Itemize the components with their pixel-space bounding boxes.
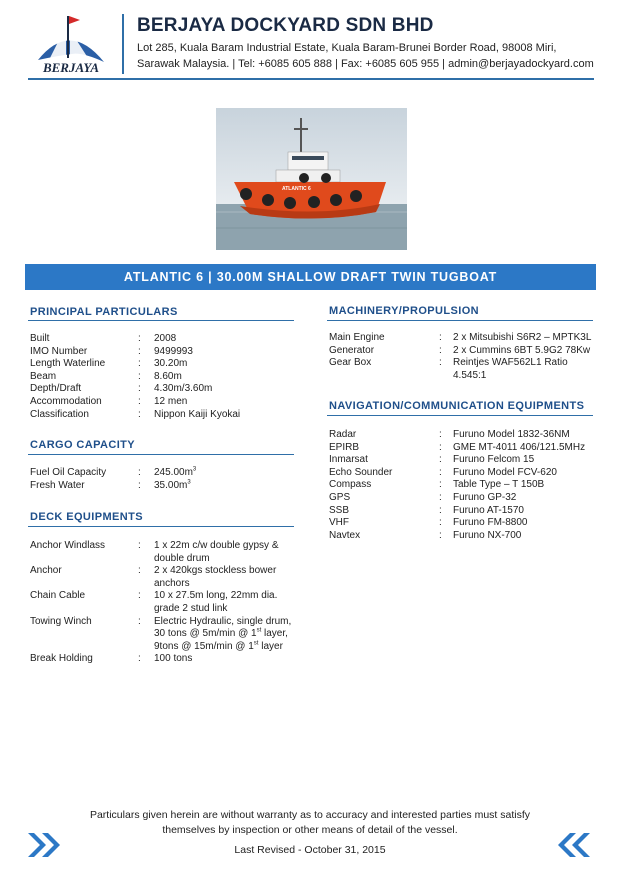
spec-label: Echo Sounder [329,466,393,478]
spec-value [453,429,594,442]
spec-value-line-2-end: layer, [261,628,288,640]
logo-wordmark: BERJAYA [42,60,100,75]
spec-label: Beam [30,370,57,382]
spec-value-text: Furuno NX-700 [453,529,522,541]
spec-value-line-2: anchors [154,577,190,589]
spec-label: Length Waterline [30,358,106,370]
spec-value-line-3-end: layer [258,640,283,652]
spec-value-text: 8.60m [154,370,182,382]
spec-label: Main Engine [329,332,385,343]
last-revised: Last Revised - October 31, 2015 [234,844,386,856]
spec-label: IMO Number [30,345,88,357]
spec-label: Inmarsat [329,454,368,466]
spec-colon: : [138,615,141,627]
spec-label: EPIRB [329,441,360,453]
spec-colon: : [439,441,442,453]
vessel-title-banner: ATLANTIC 6 | 30.00M SHALLOW DRAFT TWIN TUGBOAT [25,264,596,290]
spec-value-text: Furuno Model FCV-620 [453,466,557,478]
section-rule [327,415,593,416]
spec-value-text: Reintjes WAF562L1 Ratio [453,357,568,369]
spec-colon: : [138,467,141,478]
cargo-capacity-heading: CARGO CAPACITY [30,439,136,451]
spec-colon: : [439,332,442,343]
spec-colon: : [439,479,442,491]
spec-label: Depth/Draft [30,383,82,395]
spec-value [154,480,295,493]
principal-particulars-heading: PRINCIPAL PARTICULARS [30,306,178,318]
spec-value-line-1: 10 x 27.5m long, 22mm dia. [154,590,278,602]
ordinal-sup: st [256,627,262,634]
header-rule [28,78,594,80]
company-address [137,40,594,72]
spec-colon: : [138,396,141,407]
section-rule [28,454,294,455]
spec-colon: : [138,345,141,357]
spec-value-text: 30.20m [154,358,188,370]
spec-label: GPS [329,492,351,503]
vessel-photo [216,108,407,250]
spec-value-line-1: Electric Hydraulic, single drum, [154,615,292,627]
spec-colon: : [439,492,442,503]
spec-value-text: Furuno Felcom 15 [453,454,535,466]
spec-value-line-2: grade 2 stud link [154,602,228,614]
spec-colon: : [138,653,141,665]
section-rule [28,526,294,527]
spec-colon: : [138,383,141,395]
spec-value [453,467,594,480]
spec-colon: : [138,370,141,382]
disclaimer [0,808,620,838]
spec-label: Towing Winch [30,615,92,627]
spec-value-line-2: 30 tons @ 5m/min @ 1 [154,628,257,640]
spec-value [453,505,594,518]
spec-colon: : [439,504,442,516]
disclaimer-line-1: Particulars given herein are without warranty as to accuracy and interested parties must satisfy [89,809,531,821]
spec-value [154,540,295,565]
address-line-2: Sarawak Malaysia. | Tel: +6085 605 888 | Fax: +6085 605 955 | admin@berjayadockyard.com [137,58,594,70]
section-rule [327,320,593,321]
spec-value-text: 12 men [154,396,188,407]
spec-value-text: 2008 [154,333,177,344]
spec-colon: : [439,466,442,478]
spec-value-text: Furuno AT-1570 [453,504,524,516]
spec-value [154,565,295,590]
spec-label: Radar [329,429,357,440]
spec-colon: : [439,429,442,440]
spec-value [154,467,295,480]
spec-colon: : [138,333,141,344]
spec-label: Built [30,333,50,344]
spec-value-text: Furuno FM-8800 [453,517,528,529]
spec-value-line-1: 100 tons [154,653,193,665]
berjaya-logo [30,12,112,76]
spec-value [453,454,594,467]
spec-label: VHF [329,517,349,529]
spec-value [154,653,295,666]
spec-value [453,530,594,543]
spec-label: Break Holding [30,653,93,665]
spec-value [453,332,594,345]
spec-value-text: GME MT-4011 406/121.5MHz [453,441,586,453]
spec-colon: : [138,408,141,420]
spec-value [154,383,295,396]
spec-unit-sup: 3 [192,466,197,473]
hull-name-text: ATLANTIC 6 [282,186,311,192]
header-divider [122,14,124,74]
spec-value [154,409,295,422]
company-name: BERJAYA DOCKYARD SDN BHD [137,15,434,36]
spec-value [453,517,594,530]
spec-value-line-2: 4.545:1 [453,369,487,381]
spec-value [154,358,295,371]
chevron-right-icon [26,831,64,859]
spec-value-text: Nippon Kaiji Kyokai [154,408,241,420]
spec-label: Generator [329,344,375,356]
spec-value-text: 4.30m/3.60m [154,383,213,395]
spec-value [154,590,295,615]
spec-label: Anchor [30,565,62,577]
spec-colon: : [138,479,141,491]
spec-value-line-2: double drum [154,552,210,564]
spec-colon: : [439,454,442,466]
spec-value-text: 35.00m [154,479,188,491]
machinery-propulsion-heading: MACHINERY/PROPULSION [329,305,479,317]
spec-colon: : [138,540,141,551]
spec-value [453,345,594,358]
chevron-left-icon [554,831,592,859]
spec-label: Gear Box [329,357,372,369]
spec-value [453,442,594,455]
section-rule [28,320,294,321]
spec-value-line-1: 1 x 22m c/w double gypsy & [154,540,279,551]
spec-value [453,479,594,492]
spec-value-line-3: 9tons @ 15m/min @ 1 [154,640,254,652]
spec-value [154,396,295,409]
spec-label: Navtex [329,529,361,541]
spec-value [453,357,594,382]
spec-label: Fresh Water [30,479,85,491]
spec-colon: : [138,358,141,370]
spec-colon: : [439,357,442,369]
spec-value-text: Furuno GP-32 [453,492,517,503]
spec-label: Classification [30,408,89,420]
spec-label: Fuel Oil Capacity [30,467,107,478]
spec-value [453,492,594,505]
navigation-communication-heading: NAVIGATION/COMMUNICATION EQUIPMENTS [329,400,585,412]
spec-colon: : [138,565,141,577]
spec-colon: : [439,517,442,529]
spec-value-line-1: 2 x 420kgs stockless bower [154,565,277,577]
spec-value [154,333,295,346]
spec-colon: : [138,590,141,602]
spec-value-text: Table Type – T 150B [453,479,545,491]
spec-unit-sup: 3 [187,479,191,486]
spec-value-text: 2 x Mitsubishi S6R2 – MPTK3L [453,332,592,343]
spec-label: Accommodation [30,396,102,407]
spec-value [154,616,295,654]
spec-label: SSB [329,504,350,516]
spec-value [154,346,295,359]
deck-equipments-heading: DECK EQUIPMENTS [30,511,143,523]
spec-label: Compass [329,479,372,491]
spec-value-text: Furuno Model 1832-36NM [453,429,570,440]
spec-colon: : [439,344,442,356]
spec-value [154,371,295,384]
spec-value-text: 2 x Cummins 6BT 5.9G2 78Kw [453,344,591,356]
address-line-1: Lot 285, Kuala Baram Industrial Estate, Kuala Baram-Brunei Border Road, 98008 Miri, [137,42,557,54]
disclaimer-line-2: themselves by inspection or other means of detail of the vessel. [162,824,458,836]
spec-value-text: 9499993 [154,345,193,357]
spec-label: Anchor Windlass [30,540,106,551]
spec-value-text: 245.00m [154,467,193,478]
spec-colon: : [439,529,442,541]
ordinal-sup: st [253,640,259,647]
spec-label: Chain Cable [30,590,86,602]
